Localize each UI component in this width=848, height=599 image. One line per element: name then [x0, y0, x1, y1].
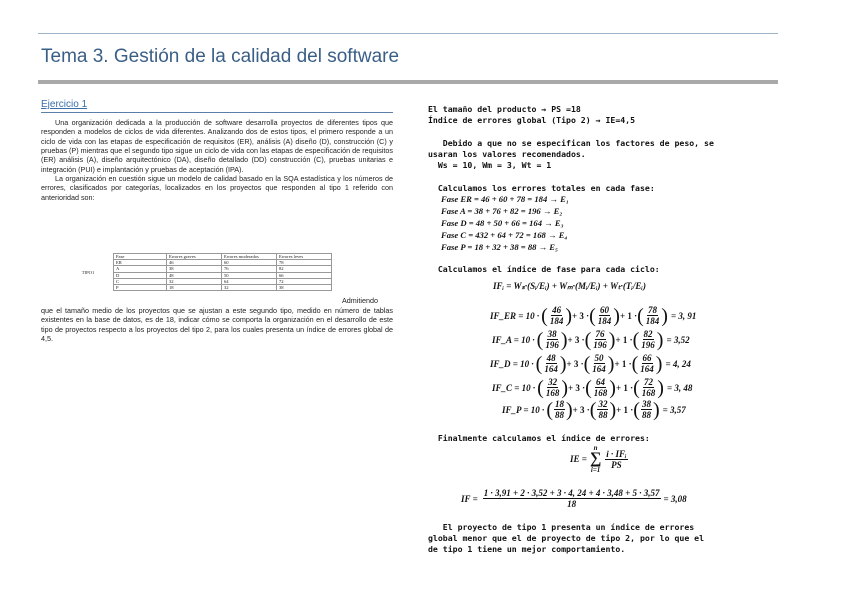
paren-open: (: [589, 304, 596, 327]
sum-upper: n: [593, 444, 598, 452]
paren-close: ): [613, 304, 620, 327]
paren-open: (: [637, 304, 644, 327]
ie-calc-result: = 3,08: [663, 493, 687, 504]
if-result: = 3, 48: [666, 382, 693, 393]
table-header-cell: Errores graves: [167, 254, 222, 260]
if-denominator: 196: [545, 340, 559, 350]
paren-close: ): [560, 328, 568, 351]
ie-numerator: i · IFᵢ: [606, 448, 627, 459]
table-cell: 66: [277, 272, 332, 278]
operator-text: + 3 ·: [572, 404, 590, 415]
solution-line-weights-3: Ws = 10, Wm = 3, Wt = 1: [428, 160, 552, 170]
paragraph-3: que el tamaño medio de los proyectos que se ajustan a este segundo tipo, medido en número de tablas existentes en la base de datos, es de 18, indicar cómo se comporta la organización en el desarrollo de este tipo de proyectos respecto a los proyectos del tipo 2, para los cuales presenta un índice de errores global de 4,5.: [41, 306, 393, 344]
paren-open: (: [589, 398, 597, 421]
table-cell: 38: [277, 284, 332, 290]
if-fraction: [591, 353, 607, 374]
operator-text: + 3 ·: [566, 358, 584, 369]
ie-general-formula: [570, 444, 629, 474]
if-row-label: IF_D = 10 ·: [490, 358, 534, 369]
if-fraction: [544, 329, 560, 350]
paren-close: ): [561, 376, 568, 399]
paren-close: ): [657, 376, 664, 399]
if-result: = 3,52: [666, 334, 690, 345]
table-type-label: TIPO1: [81, 269, 95, 275]
if-row: [490, 305, 696, 326]
table-cell: 18: [167, 284, 222, 290]
paren-close: ): [565, 398, 573, 421]
if-numerator: 32: [598, 399, 608, 409]
phase-er-total: Fase ER = 46 + 60 + 78 = 184 → E₁: [441, 194, 569, 204]
if-row-label: IF_P = 10 ·: [502, 404, 545, 415]
table-header-cell: Errores leves: [277, 254, 332, 260]
if-denominator: 88: [598, 410, 608, 420]
table-cell: P: [114, 284, 167, 290]
if-numerator: 38: [641, 399, 651, 409]
paren-open: (: [632, 328, 640, 351]
if-denominator: 168: [545, 388, 560, 398]
paren-open: (: [583, 352, 591, 375]
if-row: [502, 399, 686, 420]
table-cell: 76: [222, 266, 277, 272]
exercise-statement: [41, 118, 393, 202]
sigma-icon: ∑: [589, 450, 602, 467]
if-fraction: [597, 399, 608, 420]
if-result: = 3, 91: [670, 310, 697, 321]
paren-close: ): [565, 304, 572, 327]
ie-fraction: [605, 449, 627, 470]
ie-calculation: [461, 488, 687, 509]
ie-calc-numerator: 1 · 3,91 + 2 · 3,52 + 3 · 4, 24 + 4 · 3,48 + 5 · 3,57: [483, 488, 660, 498]
table-cell: 32: [222, 284, 277, 290]
table-cell: 72: [277, 278, 332, 284]
if-fraction: [641, 377, 657, 398]
paren-open: (: [584, 328, 592, 351]
if-denominator: 184: [597, 316, 612, 326]
phase-d-total: Fase D = 48 + 50 + 66 = 164 → E₃: [441, 218, 564, 228]
if-fraction: [597, 305, 613, 326]
if-denominator: 184: [645, 316, 660, 326]
paren-close: ): [661, 304, 668, 327]
if-denominator: 184: [549, 316, 564, 326]
if-denominator: 168: [641, 388, 656, 398]
conclusion-line-1: El proyecto de tipo 1 presenta un índice de errores: [428, 522, 695, 532]
table-cell: 78: [277, 260, 332, 266]
if-fraction: [640, 329, 656, 350]
operator-text: + 3 ·: [567, 382, 586, 393]
summation-symbol: [590, 444, 601, 474]
if-denominator: 168: [593, 388, 608, 398]
if-fraction: [545, 377, 561, 398]
if-numerator: 82: [643, 329, 653, 339]
sum-lower: i=1: [590, 466, 601, 474]
if-numerator: 72: [644, 377, 654, 387]
ie-calc-denominator: 18: [567, 499, 577, 509]
solution-line-weights-1: Debido a que no se especifican los factores de peso, se: [428, 138, 714, 148]
if-numerator: 60: [600, 305, 610, 315]
solution-line-weights-2: usaran los valores recomendados.: [428, 149, 586, 159]
if-denominator: 88: [554, 410, 564, 420]
if-fraction: [641, 399, 652, 420]
table-header-cell: Errores moderados: [222, 254, 277, 260]
table-cell: 48: [167, 272, 222, 278]
if-denominator: 88: [641, 410, 651, 420]
conclusion-line-3: de tipo 1 tiene un mejor comportamiento.: [428, 544, 626, 554]
paragraph-2: La organización en cuestión sigue un modelo de calidad basado en la SQA estadística y los números de errores, clasificados por categorías, localizados en los proyectos que responden al tipo 1 referido con anterioridad son:: [41, 174, 393, 202]
table-cell: 32: [167, 278, 222, 284]
table-cell: D: [114, 272, 167, 278]
operator-text: + 3 ·: [571, 310, 590, 321]
paren-open: (: [535, 352, 543, 375]
paren-close: ): [607, 352, 615, 375]
if-denominator: 164: [544, 364, 558, 374]
paren-open: (: [536, 328, 544, 351]
paren-open: (: [541, 304, 548, 327]
solution-heading-if: Calculamos el índice de fase para cada ciclo:: [428, 264, 660, 274]
if-row: [490, 353, 691, 374]
if-fraction: [593, 377, 609, 398]
if-numerator: 46: [552, 305, 562, 315]
solution-heading-totals: Calculamos los errores totales en cada fase:: [428, 183, 655, 193]
if-numerator: 38: [547, 329, 557, 339]
if-numerator: 78: [648, 305, 658, 315]
ie-denominator: PS: [611, 459, 622, 470]
paren-close: ): [652, 398, 660, 421]
paren-open: (: [585, 376, 592, 399]
exercise-title: Ejercicio 1: [41, 99, 88, 110]
operator-text: + 1 ·: [615, 382, 634, 393]
if-fraction: [549, 305, 565, 326]
paren-close: ): [559, 352, 567, 375]
if-numerator: 48: [546, 353, 556, 363]
ie-formula-label: IE =: [570, 454, 587, 464]
header-top-rule: [38, 33, 778, 34]
if-general-formula: IFᵢ = Wₛ·(Sᵢ/Eᵢ) + Wₘ·(Mᵢ/Eᵢ) + Wₜ·(Tᵢ/Eᵢ): [493, 281, 646, 291]
if-fraction: [645, 305, 661, 326]
paragraph-1: Una organización dedicada a la producción de software desarrolla proyectos de diferentes tipos que responden a modelos de ciclos de vida diferentes. Analizando dos de estos tipos, el primero responde a un ciclo de vida con las etapas de especificación de requisitos (ER), análisis (A) diseño (D), construcción (C) y pruebas (P) mientras que el segundo tipo sigue un ciclo de vida con las etapas de especificación de requisitos (ER) análisis (A), diseño arquitectónico (DA), diseño detallado (DD) construcción (C), pruebas unitarias e integración (PUI) e implantación y pruebas de aceptación (IPA).: [41, 118, 393, 174]
if-row: [492, 329, 690, 350]
paren-close: ): [609, 398, 617, 421]
if-row-label: IF_C = 10 ·: [492, 382, 536, 393]
table-cell: 46: [167, 260, 222, 266]
if-result: = 3,57: [662, 404, 686, 415]
if-numerator: 76: [595, 329, 605, 339]
if-fraction: [592, 329, 608, 350]
if-fraction: [543, 353, 559, 374]
if-row-label: IF_A = 10 ·: [492, 334, 535, 345]
paren-open: (: [546, 398, 553, 421]
operator-text: + 1 ·: [619, 310, 638, 321]
paren-close: ): [608, 328, 616, 351]
table-cell: A: [114, 266, 167, 272]
table-header-cell: Fase: [114, 254, 167, 260]
solution-heading-ie: Finalmente calculamos el índice de errores:: [428, 433, 650, 443]
solution-line-ps: El tamaño del producto → PS =18: [428, 104, 581, 114]
operator-text: + 3 ·: [567, 334, 585, 345]
table-cell: ER: [114, 260, 167, 266]
table-cell: 82: [277, 266, 332, 272]
phase-p-total: Fase P = 18 + 32 + 38 = 88 → E₅: [441, 242, 559, 252]
if-denominator: 164: [640, 364, 654, 374]
ie-calc-fraction: [483, 488, 661, 509]
ie-calc-label: IF =: [461, 493, 478, 504]
if-result: = 4, 24: [665, 358, 691, 369]
table-cell: 50: [222, 272, 277, 278]
paren-close: ): [655, 352, 663, 375]
if-denominator: 196: [593, 340, 607, 350]
if-fraction: [639, 353, 655, 374]
if-row-label: IF_ER = 10 ·: [490, 310, 540, 321]
admitiendo-text: Admitiendo: [342, 296, 378, 305]
table-cell: 60: [222, 260, 277, 266]
paren-close: ): [609, 376, 616, 399]
operator-text: + 1 ·: [616, 404, 634, 415]
if-numerator: 32: [548, 377, 558, 387]
operator-text: + 1 ·: [615, 334, 633, 345]
if-fraction: [554, 399, 565, 420]
paren-open: (: [633, 398, 640, 421]
solution-line-ie: Índice de errores global (Tipo 2) → IE=4,5: [428, 115, 636, 125]
if-numerator: 64: [596, 377, 606, 387]
if-denominator: 196: [641, 340, 655, 350]
if-numerator: 18: [554, 399, 564, 409]
if-numerator: 50: [594, 353, 604, 363]
errors-table: [63, 253, 332, 291]
paren-open: (: [631, 352, 639, 375]
operator-text: + 1 ·: [614, 358, 632, 369]
phase-c-total: Fase C = 432 + 64 + 72 = 168 → E₄: [441, 230, 568, 240]
paren-open: (: [633, 376, 640, 399]
page-title: Tema 3. Gestión de la calidad del software: [41, 46, 400, 67]
if-denominator: 164: [592, 364, 606, 374]
conclusion-line-2: global menor que el de proyecto de tipo 2, por lo que el: [428, 533, 705, 543]
exercise-title-rule: [41, 112, 393, 113]
if-row: [492, 377, 692, 398]
paren-close: ): [656, 328, 664, 351]
header-bottom-rule: [38, 80, 778, 84]
table-cell: 38: [167, 266, 222, 272]
paren-open: (: [537, 376, 544, 399]
table-cell: 64: [222, 278, 277, 284]
phase-a-total: Fase A = 38 + 76 + 82 = 196 → E₂: [441, 206, 563, 216]
if-numerator: 66: [642, 353, 652, 363]
table-cell: C: [114, 278, 167, 284]
